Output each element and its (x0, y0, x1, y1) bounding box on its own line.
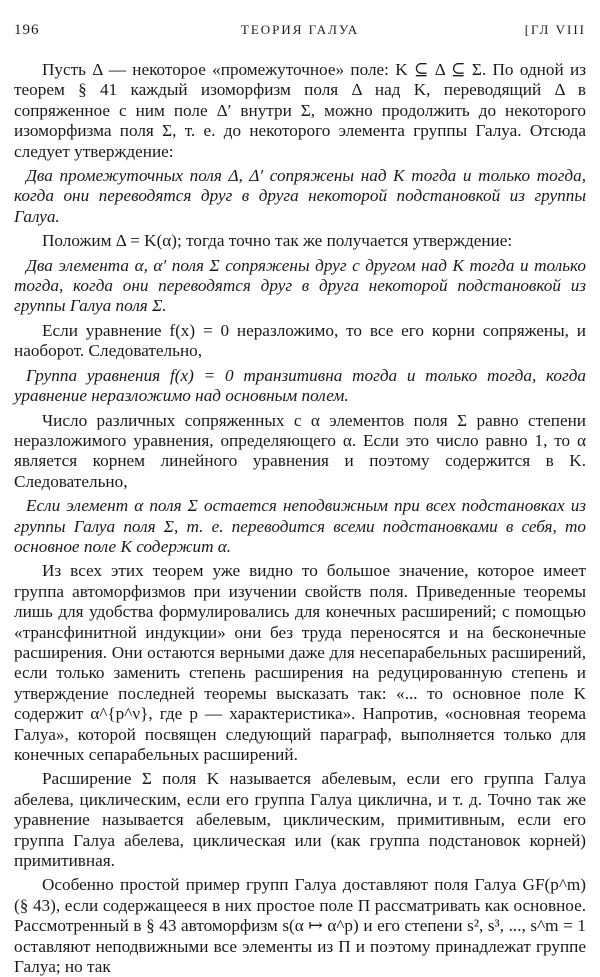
paragraph: Число различных сопряженных с α элементов поля Σ равно степени неразложимого уравнения, определяющего α. Если это число равно 1, то α является корнем линейного уравнения и поэтому содержится в K. Следовательно, (14, 410, 586, 491)
theorem-statement: Два элемента α, α′ поля Σ сопряжены друг с другом над K тогда и только тогда, когда они переводятся друг в друга некоторой подстановкой из группы Галуа поля Σ. (14, 255, 586, 316)
theorem-statement: Группа уравнения f(x) = 0 транзитивна тогда и только тогда, когда уравнение неразложимо над основным полем. (14, 365, 586, 406)
paragraph: Положим Δ = K(α); тогда точно так же получается утверждение: (42, 231, 513, 251)
paragraph: Расширение Σ поля K называется абелевым, если его группа Галуа абелева, циклическим, если его группа Галуа циклична, и т. д. Точно так же уравнение называется абелевым, циклическим, примитивным, если его группа Галуа абелева, циклическая или (как группа подстановок корней) примитивная. (14, 769, 586, 871)
running-title: ТЕОРИЯ ГАЛУА (240, 22, 360, 37)
paragraph: Пусть Δ — некоторое «промежуточное» поле: K ⊆ Δ ⊆ Σ. По одной из теорем § 41 каждый изоморфизм поля Δ над K, переводящий Δ в сопряженное с ним поле Δ′ внутри Σ, можно продолжить до некоторого изоморфизма поля Σ, т. е. до некоторого элемента группы Галуа. Отсюда следует утверждение: (14, 60, 586, 161)
paragraph: Если уравнение f(x) = 0 неразложимо, то все его корни сопряжены, и наоборот. Следовательно, (14, 320, 586, 361)
page-number: 196 (14, 22, 40, 38)
theorem-statement: Если элемент α поля Σ остается неподвижным при всех подстановках из группы Галуа поля Σ, т. е. переводится всеми подстановками в себя, то основное поле K содержит α. (14, 496, 586, 556)
page-body (14, 60, 586, 977)
paragraph: Особенно простой пример групп Галуа доставляют поля Галуа GF(p^m) (§ 43), если содержащееся в них простое поле Π рассматривать как основное. Рассмотренный в § 43 автоморфизм s(α ↦ α^p) и его степени s², s³, ..., s^m = 1 оставляют неподвижными все элементы из Π и поэтому принадлежат группе Галуа; но так (14, 875, 586, 977)
theorem-statement: Два промежуточных поля Δ, Δ′ сопряжены над K тогда и только тогда, когда они переводятся друг в друга некоторой подстановкой из группы Галуа. (14, 166, 586, 226)
paragraph: Из всех этих теорем уже видно то большое значение, которое имеет группа автоморфизмов при изучении свойств поля. Приведенные теоремы лишь для удобства формулировались для конечных расширений; с помощью «трансфинитной индукции» они без труда переносятся и на бесконечные расширения. Они остаются верными даже для несепарабельных расширений, если только заменить степень расширения на редуцированную степень и утверждение последней теоремы высказать так: «... то основное поле K содержит α^{p^ν}, где p — характеристика». Напротив, «основная теорема Галуа», которой посвящен следующий параграф, выполняется только для конечных сепарабельных расширений. (14, 561, 586, 764)
page-header (14, 22, 586, 52)
chapter-label: [ГЛ VIII (524, 22, 586, 37)
